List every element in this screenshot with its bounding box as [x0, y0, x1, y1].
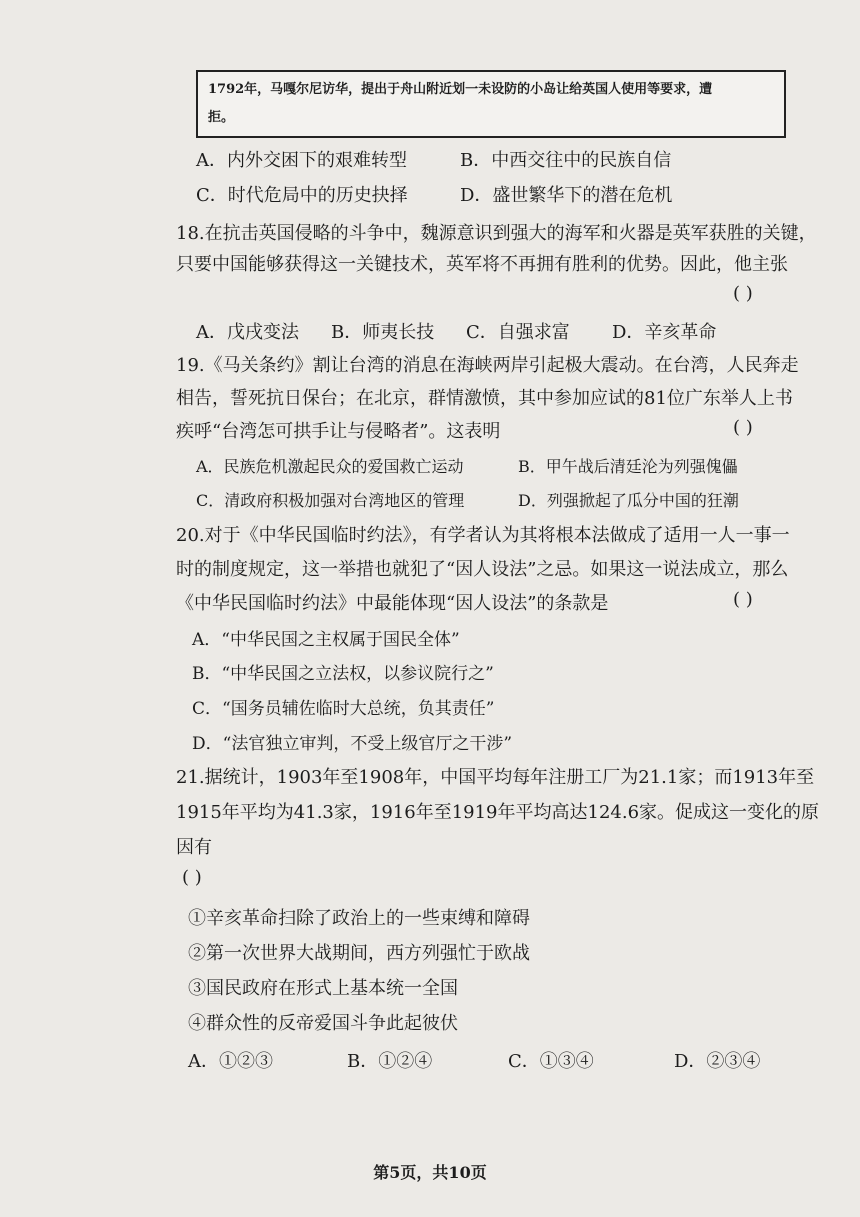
q20-answer-paren: ( ): [733, 589, 753, 610]
q19-stem-line-3: 疾呼“台湾怎可拱手让与侵略者”。这表明: [176, 421, 501, 442]
quote-line-1: 1792年，马嘎尔尼访华，提出于舟山附近划一未设防的小岛让给英国人使用等要求，遭: [208, 82, 713, 97]
q17-option-a: A．内外交困下的艰难转型: [196, 150, 407, 171]
q20-stem-line-2: 时的制度规定，这一举措也就犯了“因人设法”之忌。如果这一说法成立，那么: [176, 559, 789, 580]
q20-option-b: B．“中华民国之立法权，以参议院行之”: [192, 664, 494, 684]
quote-box: [196, 70, 786, 138]
q21-option-c: C．①③④: [508, 1051, 594, 1072]
q19-option-a: A．民族危机激起民众的爱国救亡运动: [196, 457, 464, 476]
q20-stem-line-3: 《中华民国临时约法》中最能体现“因人设法”的条款是: [176, 593, 609, 614]
q18-option-b: B．师夷长技: [331, 322, 435, 343]
q19-answer-paren: ( ): [733, 417, 753, 438]
q21-stem-line-2: 1915年平均为41.3家，1916年至1919年平均高达124.6家。促成这一变化的原: [176, 802, 820, 823]
q21-option-a: A．①②③: [188, 1051, 273, 1072]
q21-option-b: B．①②④: [347, 1051, 433, 1072]
q18-option-a: A．戊戌变法: [196, 322, 299, 343]
q20-option-c: C．“国务员辅佐临时大总统，负其责任”: [192, 699, 495, 719]
q19-stem-line-2: 相告，誓死抗日保台；在北京，群情激愤，其中参加应试的81位广东举人上书: [176, 388, 793, 409]
q19-option-c: C．清政府积极加强对台湾地区的管理: [196, 491, 465, 510]
q21-answer-paren: ( ): [182, 867, 202, 888]
q21-item-3: ③国民政府在形式上基本统一全国: [188, 978, 458, 999]
q18-stem-line-1: 18.在抗击英国侵略的斗争中，魏源意识到强大的海军和火器是英军获胜的关键，: [176, 223, 817, 244]
q19-stem-line-1: 19.《马关条约》割让台湾的消息在海峡两岸引起极大震动。在台湾，人民奔走: [176, 355, 799, 376]
q18-option-c: C．自强求富: [466, 322, 570, 343]
quote-line-2: 拒。: [208, 110, 235, 125]
q21-item-1: ①辛亥革命扫除了政治上的一些束缚和障碍: [188, 908, 530, 929]
q19-option-d: D．列强掀起了瓜分中国的狂潮: [518, 491, 739, 510]
q20-option-a: A．“中华民国之主权属于国民全体”: [192, 630, 460, 650]
q18-option-d: D．辛亥革命: [612, 322, 717, 343]
q18-answer-paren: ( ): [733, 283, 753, 304]
page-number: 第5页，共10页: [373, 1163, 487, 1182]
q18-stem-line-2: 只要中国能够获得这一关键技术，英军将不再拥有胜利的优势。因此，他主张: [176, 254, 788, 275]
q21-item-4: ④群众性的反帝爱国斗争此起彼伏: [188, 1013, 458, 1034]
q17-option-c: C．时代危局中的历史抉择: [196, 185, 408, 206]
q21-stem-line-1: 21.据统计，1903年至1908年，中国平均每年注册工厂为21.1家；而1913年至: [176, 767, 815, 788]
q21-stem-line-3: 因有: [176, 837, 212, 858]
q20-option-d: D．“法官独立审判，不受上级官厅之干涉”: [192, 734, 513, 754]
q17-option-d: D．盛世繁华下的潜在危机: [460, 185, 673, 206]
q21-item-2: ②第一次世界大战期间，西方列强忙于欧战: [188, 943, 530, 964]
q19-option-b: B．甲午战后清廷沦为列强傀儡: [518, 457, 738, 476]
q20-stem-line-1: 20.对于《中华民国临时约法》，有学者认为其将根本法做成了适用一人一事一: [176, 525, 790, 546]
q21-option-d: D．②③④: [674, 1051, 761, 1072]
q17-option-b: B．中西交往中的民族自信: [460, 150, 672, 171]
